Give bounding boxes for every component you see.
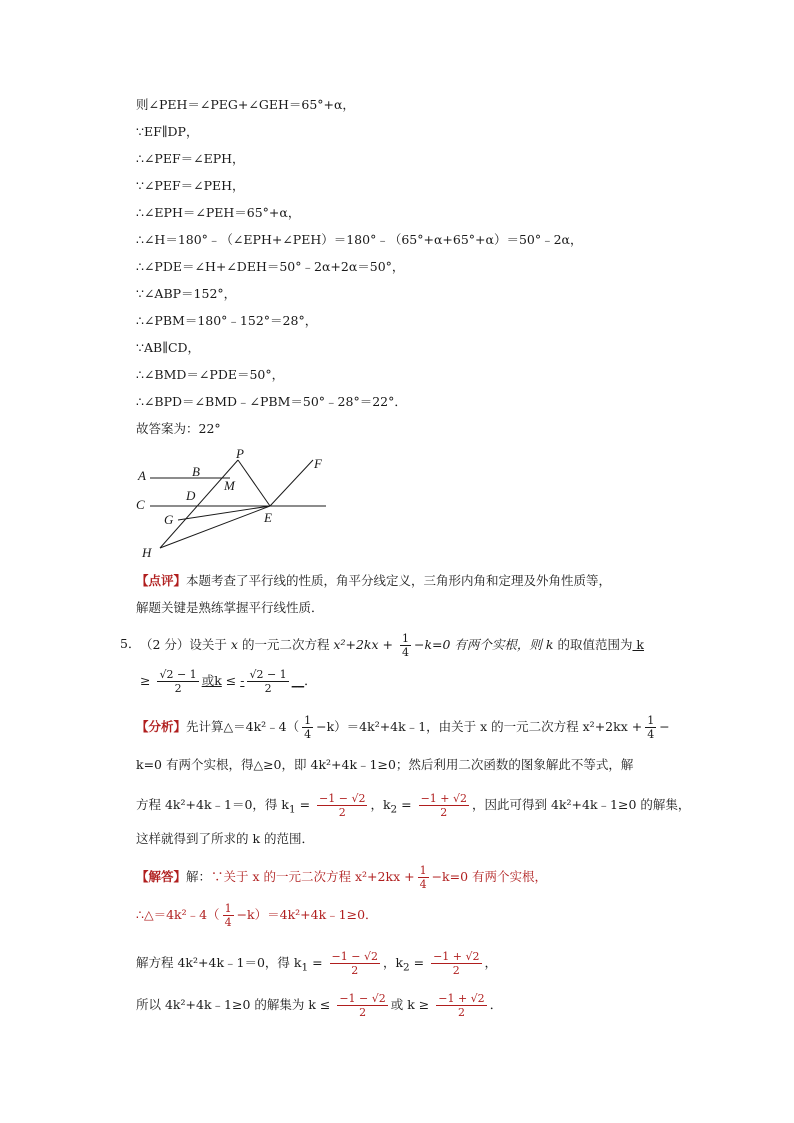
proof-line: ∵EF∥DP， bbox=[136, 124, 199, 139]
label-m: M bbox=[224, 478, 235, 493]
analysis-line-2: k=0 有两个实根，得△≥0，即 4k²+4k﹣1≥0；然后利用二次函数的图象解此不等式，解 bbox=[136, 757, 634, 772]
proof-line: ∴∠PEF＝∠EPH， bbox=[136, 151, 245, 166]
q5-or-k: 或k bbox=[201, 673, 222, 688]
solution-line-4: 所以 4k²+4k﹣1≥0 的解集为 k ≤ $\frac{-1 - √2}{2}$ 或 k ≥ $\frac{-1 + √2}{2}$ ． bbox=[136, 992, 503, 1019]
label-g: G bbox=[164, 512, 174, 527]
answer-line: 故答案为：22° bbox=[136, 421, 221, 436]
q5-text-a: （2 分）设关于 bbox=[140, 637, 231, 652]
q5-var-x: x bbox=[230, 637, 238, 652]
proof-line: ∴∠BPD＝∠BMD﹣∠PBM＝50°﹣28°＝22°． bbox=[136, 394, 407, 409]
analysis-text: −k）＝4k²+4k﹣1，由关于 x 的一元二次方程 x²+2kx + bbox=[316, 719, 643, 734]
comment-tag: 【点评】 bbox=[136, 573, 187, 588]
question-5-line-1 bbox=[140, 632, 644, 659]
q5-fraction-2: $\frac{√2 - 1}{2}$ bbox=[249, 668, 287, 695]
label-f: F bbox=[314, 456, 322, 471]
proof-line: ∴∠H＝180°﹣（∠EPH+∠PEH）＝180°﹣（65°+α+65°+α）＝50°﹣2α， bbox=[136, 232, 583, 247]
solution-line-2: ∴△＝4k²﹣4（ $\frac{1}{4}$ −k）＝4k²+4k﹣1≥0． bbox=[136, 902, 378, 929]
label-e: E bbox=[264, 510, 272, 525]
q5-end: ． bbox=[304, 673, 317, 688]
proof-line: ∴∠PBM＝180°﹣152°＝28°， bbox=[136, 313, 318, 328]
q5-minus: - bbox=[240, 673, 245, 688]
q5-answer-blank: k bbox=[632, 637, 645, 652]
proof-line: ∵∠ABP＝152°， bbox=[136, 286, 237, 301]
q5-le: ≤ bbox=[225, 673, 237, 688]
line-pe bbox=[238, 460, 270, 506]
solution-line-3: 解方程 4k²+4k﹣1＝0，得 $k_1$ = $\frac{-1 - √2}{2}$ ，$k_2$ = $\frac{-1 + √2}{2}$ ， bbox=[136, 950, 498, 977]
question-5-line-2: ≥ $\frac{√2 - 1}{2}$ 或k ≤ - $\frac{√2 - 1}{2}$ __． bbox=[140, 668, 317, 695]
label-d: D bbox=[186, 488, 196, 503]
q5-quarter-fraction: $\frac{1}{4}$ bbox=[401, 632, 409, 659]
analysis-line-1 bbox=[136, 714, 670, 741]
solution-line-1: 【解答】解：∵关于 x 的一元二次方程 x²+2kx + $\frac{1}{4}$ −k=0 有两个实根， bbox=[136, 864, 548, 891]
proof-line: ∴∠PDE＝∠H+∠DEH＝50°﹣2α+2α＝50°， bbox=[136, 259, 405, 274]
analysis-text: − bbox=[659, 719, 670, 734]
line-eg bbox=[178, 506, 270, 520]
comment-text-1: 本题考查了平行线的性质，角平分线定义，三角形内角和定理及外角性质等， bbox=[186, 573, 612, 588]
comment-line-1 bbox=[136, 572, 611, 590]
analysis-line-3: 方程 4k²+4k﹣1＝0，得 $k_1$ = $\frac{-1 - √2}{2}$ ，$k_2$ = $\frac{-1 + √2}{2}$ ，因此可得到 4k²+4k﹣1≥0 的解集， bbox=[136, 792, 691, 819]
q5-text-c: 的取值范围为 bbox=[553, 637, 633, 652]
analysis-text: 先计算△＝4k²﹣4（ bbox=[186, 719, 300, 734]
analysis-tag: 【分析】 bbox=[136, 719, 187, 734]
proof-line: ∵∠PEF＝∠PEH， bbox=[136, 178, 245, 193]
proof-line: ∴∠BMD＝∠PDE＝50°， bbox=[136, 367, 285, 382]
line-ef bbox=[270, 460, 313, 506]
q5-var-k: k bbox=[545, 637, 554, 652]
question-number: 5． bbox=[120, 636, 141, 651]
line-eh bbox=[160, 506, 270, 548]
label-b: B bbox=[192, 464, 200, 479]
analysis-line-4: 这样就得到了所求的 k 的范围． bbox=[136, 831, 315, 846]
label-h: H bbox=[142, 545, 152, 560]
q5-text-b: 的一元二次方程 bbox=[237, 637, 334, 652]
root-2-fraction: $\frac{-1 + √2}{2}$ bbox=[420, 792, 468, 819]
label-c: C bbox=[136, 497, 145, 512]
q5-ge: ≥ bbox=[140, 673, 151, 688]
geometry-figure bbox=[130, 448, 340, 566]
q5-equation-tail: −k=0 有两个实根，则 bbox=[413, 637, 546, 652]
proof-line: ∴∠EPH＝∠PEH＝65°+α， bbox=[136, 205, 301, 220]
q5-equation: x²+2kx + bbox=[333, 637, 397, 652]
analysis-fraction: $\frac{1}{4}$ bbox=[304, 714, 312, 741]
proof-line: 则∠PEH＝∠PEG+∠GEH＝65°+α， bbox=[136, 97, 355, 112]
solution-tag: 【解答】 bbox=[136, 869, 187, 884]
q5-fraction-1: $\frac{√2 - 1}{2}$ bbox=[159, 668, 197, 695]
label-a: A bbox=[138, 468, 146, 483]
label-p: P bbox=[236, 448, 244, 461]
comment-line-2: 解题关键是熟练掌握平行线性质． bbox=[136, 600, 324, 615]
proof-line: ∵AB∥CD， bbox=[136, 340, 201, 355]
analysis-fraction: $\frac{1}{4}$ bbox=[647, 714, 655, 741]
root-1-fraction: $\frac{-1 - √2}{2}$ bbox=[319, 792, 366, 819]
